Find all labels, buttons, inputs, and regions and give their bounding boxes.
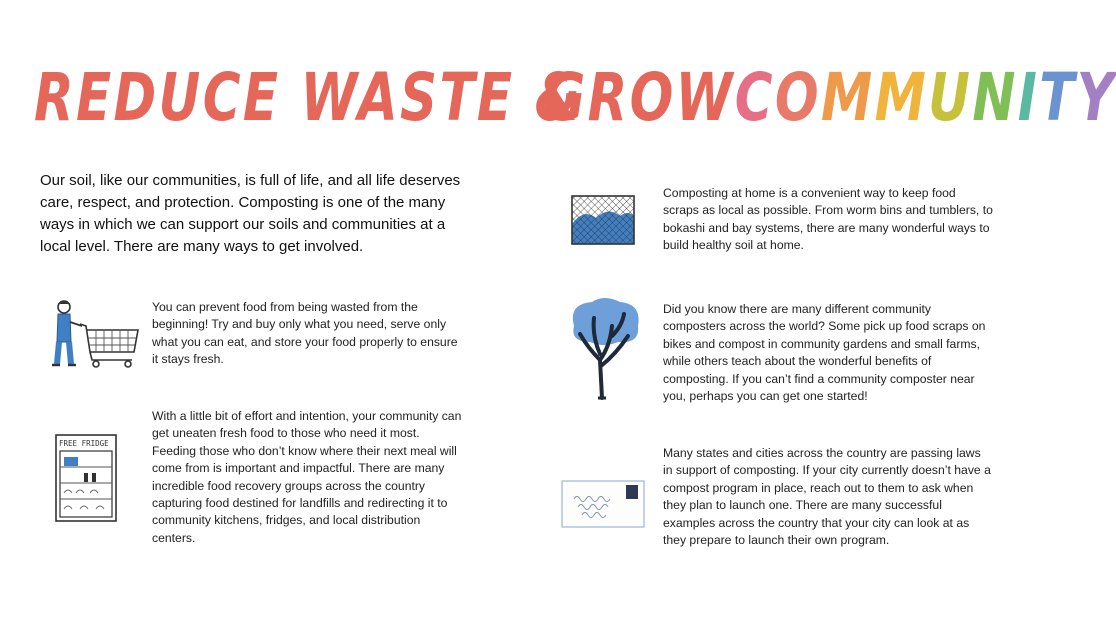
free-fridge-icon xyxy=(54,433,120,525)
title-letter: Y xyxy=(1076,59,1116,136)
shopping-cart-person-icon xyxy=(46,298,142,370)
title-letter: T xyxy=(1039,59,1077,136)
title-letter: U xyxy=(928,59,973,136)
paragraph-home-composting: Composting at home is a convenient way to keep food scraps as local as possible. From worm bins and tumblers, to bokashi and bay systems, there are many wonderful ways to build healthy soil at home. xyxy=(663,186,993,253)
title-letter: N xyxy=(972,59,1018,136)
title-reduce-waste: REDUCE WASTE & xyxy=(34,59,582,136)
title-letter: O xyxy=(774,59,822,136)
title-letter: M xyxy=(874,59,929,136)
envelope-icon xyxy=(560,479,646,531)
paragraph-buy-what-you-need: You can prevent food from being wasted from the beginning! Try and buy only what you need, serve only what you can eat, and store your food properly to ensure it stays fresh. xyxy=(152,300,458,367)
title-word-grow: GROW xyxy=(543,59,735,136)
title-letter: I xyxy=(1017,59,1040,136)
tree-icon xyxy=(566,296,644,402)
title-letter: C xyxy=(734,59,775,136)
fridge-label: FREE FRIDGE xyxy=(59,439,109,448)
compost-bin-icon xyxy=(570,194,636,246)
title-grow-community xyxy=(543,58,1116,138)
paragraph-community-composters: Did you know there are many different community composters across the world? Some pick up food scraps on bikes and compost in community gardens and small farms, while others teach about the wonderful benefits of composting. If you can’t find a community composter near you, perhaps you can get one started! xyxy=(663,302,986,404)
paragraph-community-food: With a little bit of effort and intention, your community can get uneaten fresh food to those who need it most. Feeding those who don’t know where their next meal will come from is important and impactful. There are many incredible food recovery groups across the country capturing food destined for landfills and redirecting it to community kitchens, fridges, and local distribution centers. xyxy=(152,409,462,545)
intro-paragraph: Our soil, like our communities, is full of life, and all life deserves care, respect, and protection. Composting is one of the many ways in which we can support our soils and communities at a local level. There are many ways to get involved. xyxy=(40,172,461,255)
paragraph-city-programs: Many states and cities across the country are passing laws in support of composting. If your city currently doesn’t have a compost program in place, reach out to them to ask when they plan to launch one. There are many successful examples across the country that your city can look at as they prepare to launch their own program. xyxy=(663,446,991,548)
title-letter: M xyxy=(821,59,875,136)
